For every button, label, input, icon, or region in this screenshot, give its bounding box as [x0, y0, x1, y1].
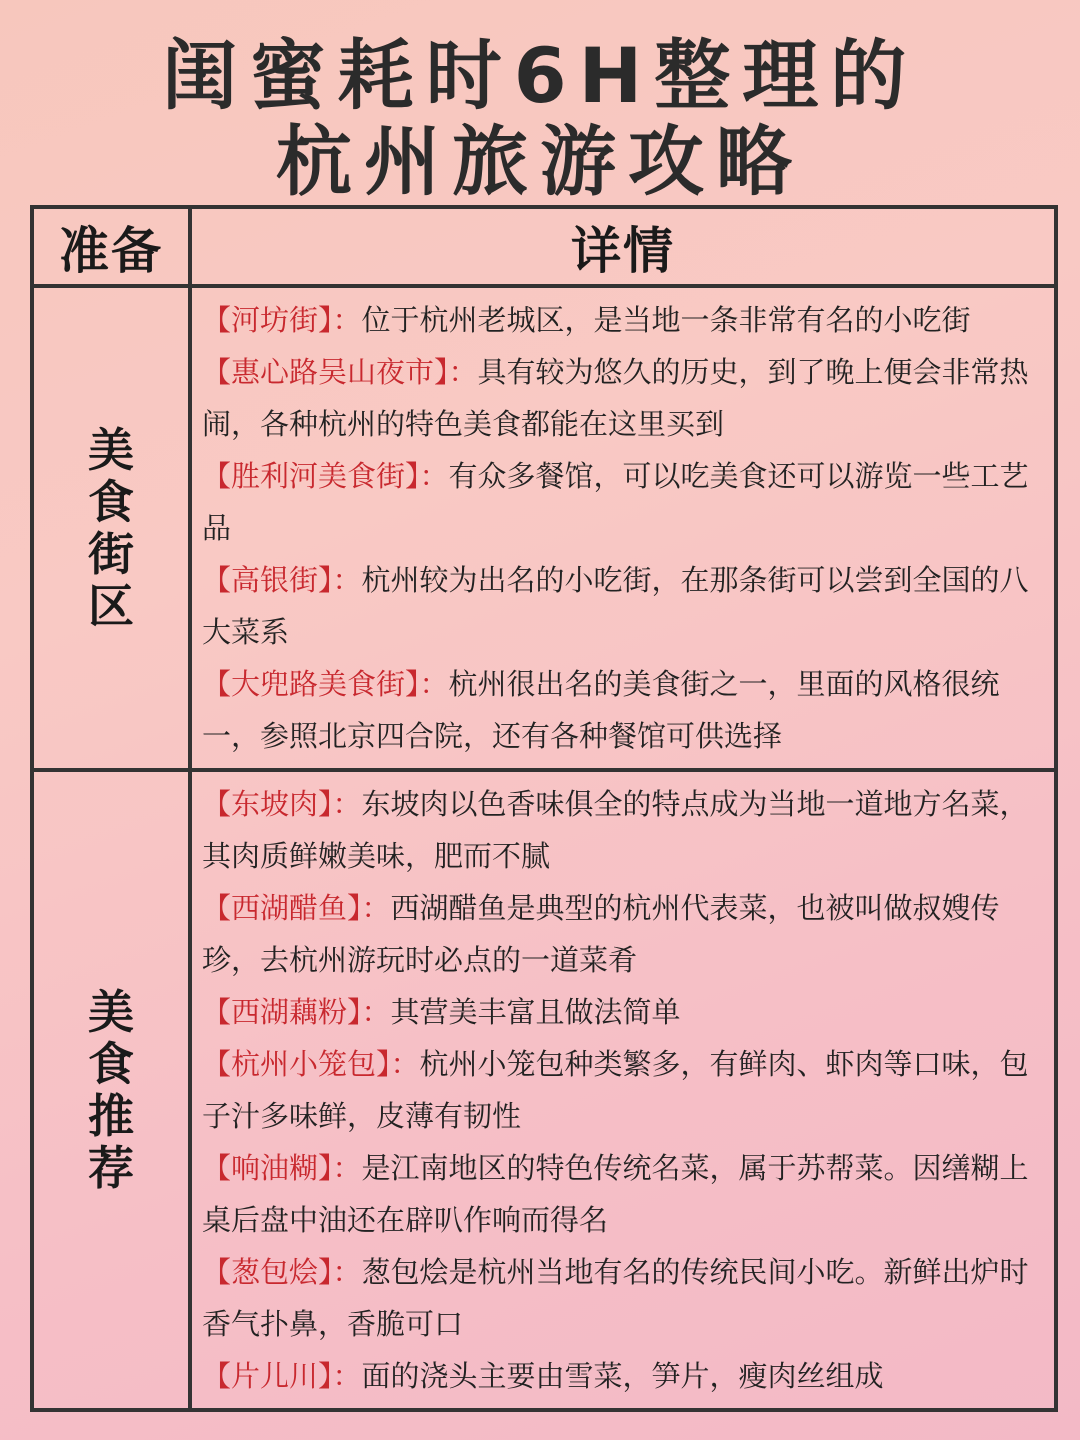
item-name: 【东坡肉】：: [202, 787, 362, 821]
list-item: [202, 346, 1036, 450]
item-name: 【大兜路美食街】：: [202, 667, 449, 701]
list-item: [202, 986, 1036, 1038]
item-name: 【西湖醋鱼】：: [202, 891, 391, 925]
item-desc: 具有较为悠久的历史，到了晚上便会非常热闹，各种杭州的特色美食都能在这里买到: [202, 355, 1029, 441]
list-item: [202, 450, 1036, 554]
category-cell: [32, 770, 190, 1410]
header-prepare: 准备: [32, 207, 190, 286]
item-desc: 位于杭州老城区，是当地一条非常有名的小吃街: [361, 303, 971, 337]
item-desc: 杭州较为出名的小吃街，在那条街可以尝到全国的八大菜系: [202, 563, 1029, 649]
detail-cell: [190, 286, 1056, 770]
item-desc: 面的浇头主要由雪菜，笋片，瘦肉丝组成: [361, 1359, 884, 1393]
page-title-line2: 杭州旅游攻略: [276, 117, 804, 206]
detail-cell: [190, 770, 1056, 1410]
item-desc: 西湖醋鱼是典型的杭州代表菜，也被叫做叔嫂传珍，去杭州游玩时必点的一道菜肴: [202, 891, 1000, 977]
item-name: 【西湖藕粉】：: [202, 995, 391, 1029]
list-item: [202, 882, 1036, 986]
item-desc: 杭州很出名的美食街之一，里面的风格很统一，参照北京四合院，还有各种餐馆可供选择: [202, 667, 1000, 753]
item-name: 【河坊街】：: [202, 303, 362, 337]
category-label-food-recommendations: 美食推荐: [88, 985, 134, 1195]
section-row-food-streets: [32, 286, 1056, 770]
list-item: [202, 294, 1036, 346]
item-desc: 东坡肉以色香味俱全的特点成为当地一道地方名菜，其肉质鲜嫩美味，肥而不腻: [202, 787, 1029, 873]
list-item: [202, 658, 1036, 762]
item-desc: 是江南地区的特色传统名菜，属于苏帮菜。因缮糊上桌后盘中油还在辟叭作响而得名: [202, 1151, 1029, 1237]
header-details: 详情: [190, 207, 1056, 286]
item-desc: 葱包烩是杭州当地有名的传统民间小吃。新鲜出炉时香气扑鼻，香脆可口: [202, 1255, 1029, 1341]
item-name: 【响油糊】：: [202, 1151, 362, 1185]
list-item: [202, 1038, 1036, 1142]
item-name: 【片儿川】：: [202, 1359, 362, 1393]
list-item: [202, 554, 1036, 658]
list-item: [202, 1142, 1036, 1246]
page-title-line1: 闺蜜耗时6H整理的: [161, 31, 919, 120]
table-header-row: [32, 207, 1056, 286]
guide-table: [30, 205, 1058, 1412]
category-label-food-streets: 美食街区: [88, 423, 134, 633]
item-name: 【杭州小笼包】：: [202, 1047, 420, 1081]
category-cell: [32, 286, 190, 770]
section-row-food-recommendations: [32, 770, 1056, 1410]
item-name: 【胜利河美食街】：: [202, 459, 449, 493]
list-item: [202, 1246, 1036, 1350]
item-desc: 有众多餐馆，可以吃美食还可以游览一些工艺品: [202, 459, 1029, 545]
item-name: 【惠心路吴山夜市】：: [202, 355, 478, 389]
item-name: 【高银街】：: [202, 563, 362, 597]
list-item: [202, 778, 1036, 882]
list-item: [202, 1350, 1036, 1402]
item-desc: 其营美丰富且做法简单: [390, 995, 681, 1029]
item-desc: 杭州小笼包种类繁多，有鲜肉、虾肉等口味，包子汁多味鲜，皮薄有韧性: [202, 1047, 1029, 1133]
item-name: 【葱包烩】：: [202, 1255, 362, 1289]
